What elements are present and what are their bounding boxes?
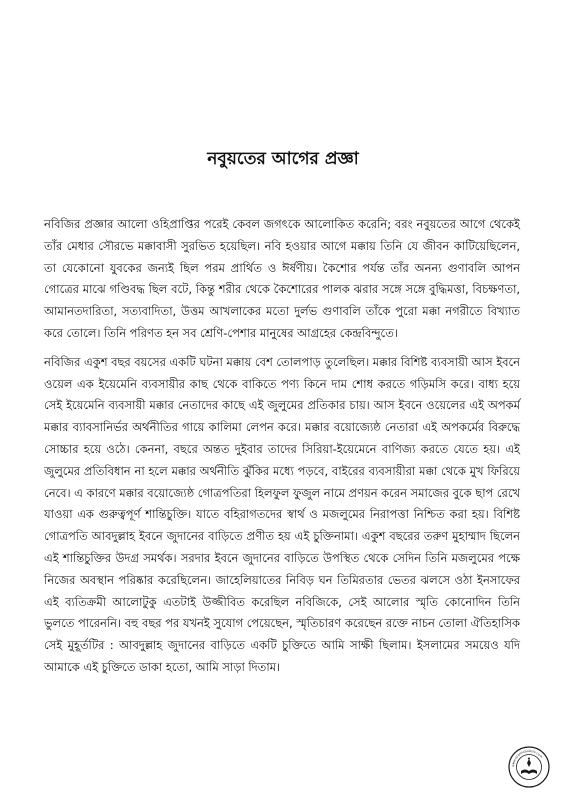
body-text: [44, 214, 520, 686]
logo-ring-text: www.islamicboiinfo.com: [510, 748, 544, 768]
paragraph-2: নবিজির একুশ বছর বয়সের একটি ঘটনা মক্কায় বেশ তোলপাড় তুলেছিল। মক্কার বিশিষ্ট ব্যবসায়ী আস ইবনে ওয়েল এক ইয়েমেনি ব্যবসায়ীর কাছ থেকে বাকিতে পণ্য কিনে দাম শোধ করতে গড়িমসি করে। বাধ্য হয়ে সেই ইয়েমেনি ব্যবসায়ী মক্কার নেতাদের কাছে এই জুলুমের প্রতিকার চায়। আস ইবনে ওয়েলের এই অপকর্ম মক্কার ব্যাবসানির্ভর অর্থনীতির গায়ে কালিমা লেপন করে। মক্কার বয়োজ্যেষ্ঠ নেতারা এই অপকর্মের বিরুদ্ধে সোচ্চার হয়ে ওঠে। কেননা, বছরে অন্তত দুইবার তাদের সিরিয়া-ইয়েমেনে বাণিজ্য করতে যেতে হয়। এই জুলুমের প্রতিবিধান না হলে মক্কার অর্থনীতি ঝুঁকির মধ্যে পড়বে, বাইরের ব্যবসায়ীরা মক্কা থেকে মুখ ফিরিয়ে নেবে। এ কারণে মক্কার বয়োজ্যেষ্ঠ গোত্রপতিরা হিলফুল ফুজুল নামে প্রণয়ন করেন সমাজের বুকে ছাপ রেখে যাওয়া এক গুরুত্বপূর্ণ শান্তিচুক্তি। যাতে বহিরাগতদের স্বার্থ ও মজলুমের নিরাপত্তা নিশ্চিত করা হয়। বিশিষ্ট গোত্রপতি আবদুল্লাহ ইবনে জুদানের বাড়িতে প্রণীত হয় এই চুক্তিনামা। একুশ বছরের তরুণ মুহাম্মাদ ছিলেন এই শান্তিচুক্তির উদগ্র সমর্থক। সরদার ইবনে জুদানের বাড়িতে উপস্থিত থেকে সেদিন তিনি মজলুমের পক্ষে নিজের অবস্থান পরিষ্কার করেছিলেন। জাহেলিয়াতের নিবিড় ঘন তিমিরতার ভেতর ঝলসে ওঠা ইনসাফের এই ব্যতিক্রমী আলোটুকু এতটাই উজ্জীবিত করেছিল নবিজিকে, সেই আলোর স্মৃতি কোনোদিন তিনি ভুলতে পারেননি। বহু বছর পর যখনই সুযোগ পেয়েছেন, স্মৃতিচারণ করেছেন রক্তে নাচন তোলা ঐতিহাসিক সেই মুহূর্তটির : আবদুল্লাহ জুদানের বাড়িতে একটি চুক্তিতে আমি সাক্ষী ছিলাম। ইসলামের সময়েও যদি আমাকে এই চুক্তিতে ডাকা হতো, আমি সাড়া দিতাম।: [44, 354, 520, 674]
paragraph-1: নবিজির প্রজ্ঞার আলো ওহিপ্রাপ্তির পরেই কেবল জগৎকে আলোকিত করেনি; বরং নবুয়তের আগে থেকেই তাঁর মেধার সৌরভে মক্কাবাসী সুরভিত হয়েছিল। নবি হওয়ার আগে মক্কায় তিনি যে জীবন কাটিয়েছিলেন, তা যেকোনো যুবকের জন্যই ছিল পরম প্রার্থিত ও ঈর্ষণীয়। কৈশোর পর্যন্ত তাঁর অনন্য গুণাবলি আপন গোত্রের মাঝে গণ্ডিবদ্ধ ছিল বটে, কিন্তু শরীর থেকে কৈশোরের পালক ঝরার সঙ্গে সঙ্গে বুদ্ধিমত্তা, বিচক্ষণতা, আমানতদারিতা, সত্যবাদিতা, উত্তম আখলাকের মতো দুর্লভ গুণাবলি তাঁকে পুরো মক্কা নগরীতে বিখ্যাত করে তোলে। তিনি পরিণত হন সব শ্রেণি-পেশার মানুষের আগ্রহের কেন্দ্রবিন্দুতে।: [44, 217, 520, 340]
chapter-title: নবুয়তের আগের প্রজ্ঞা: [207, 149, 359, 169]
book-emblem-icon: [508, 746, 550, 788]
